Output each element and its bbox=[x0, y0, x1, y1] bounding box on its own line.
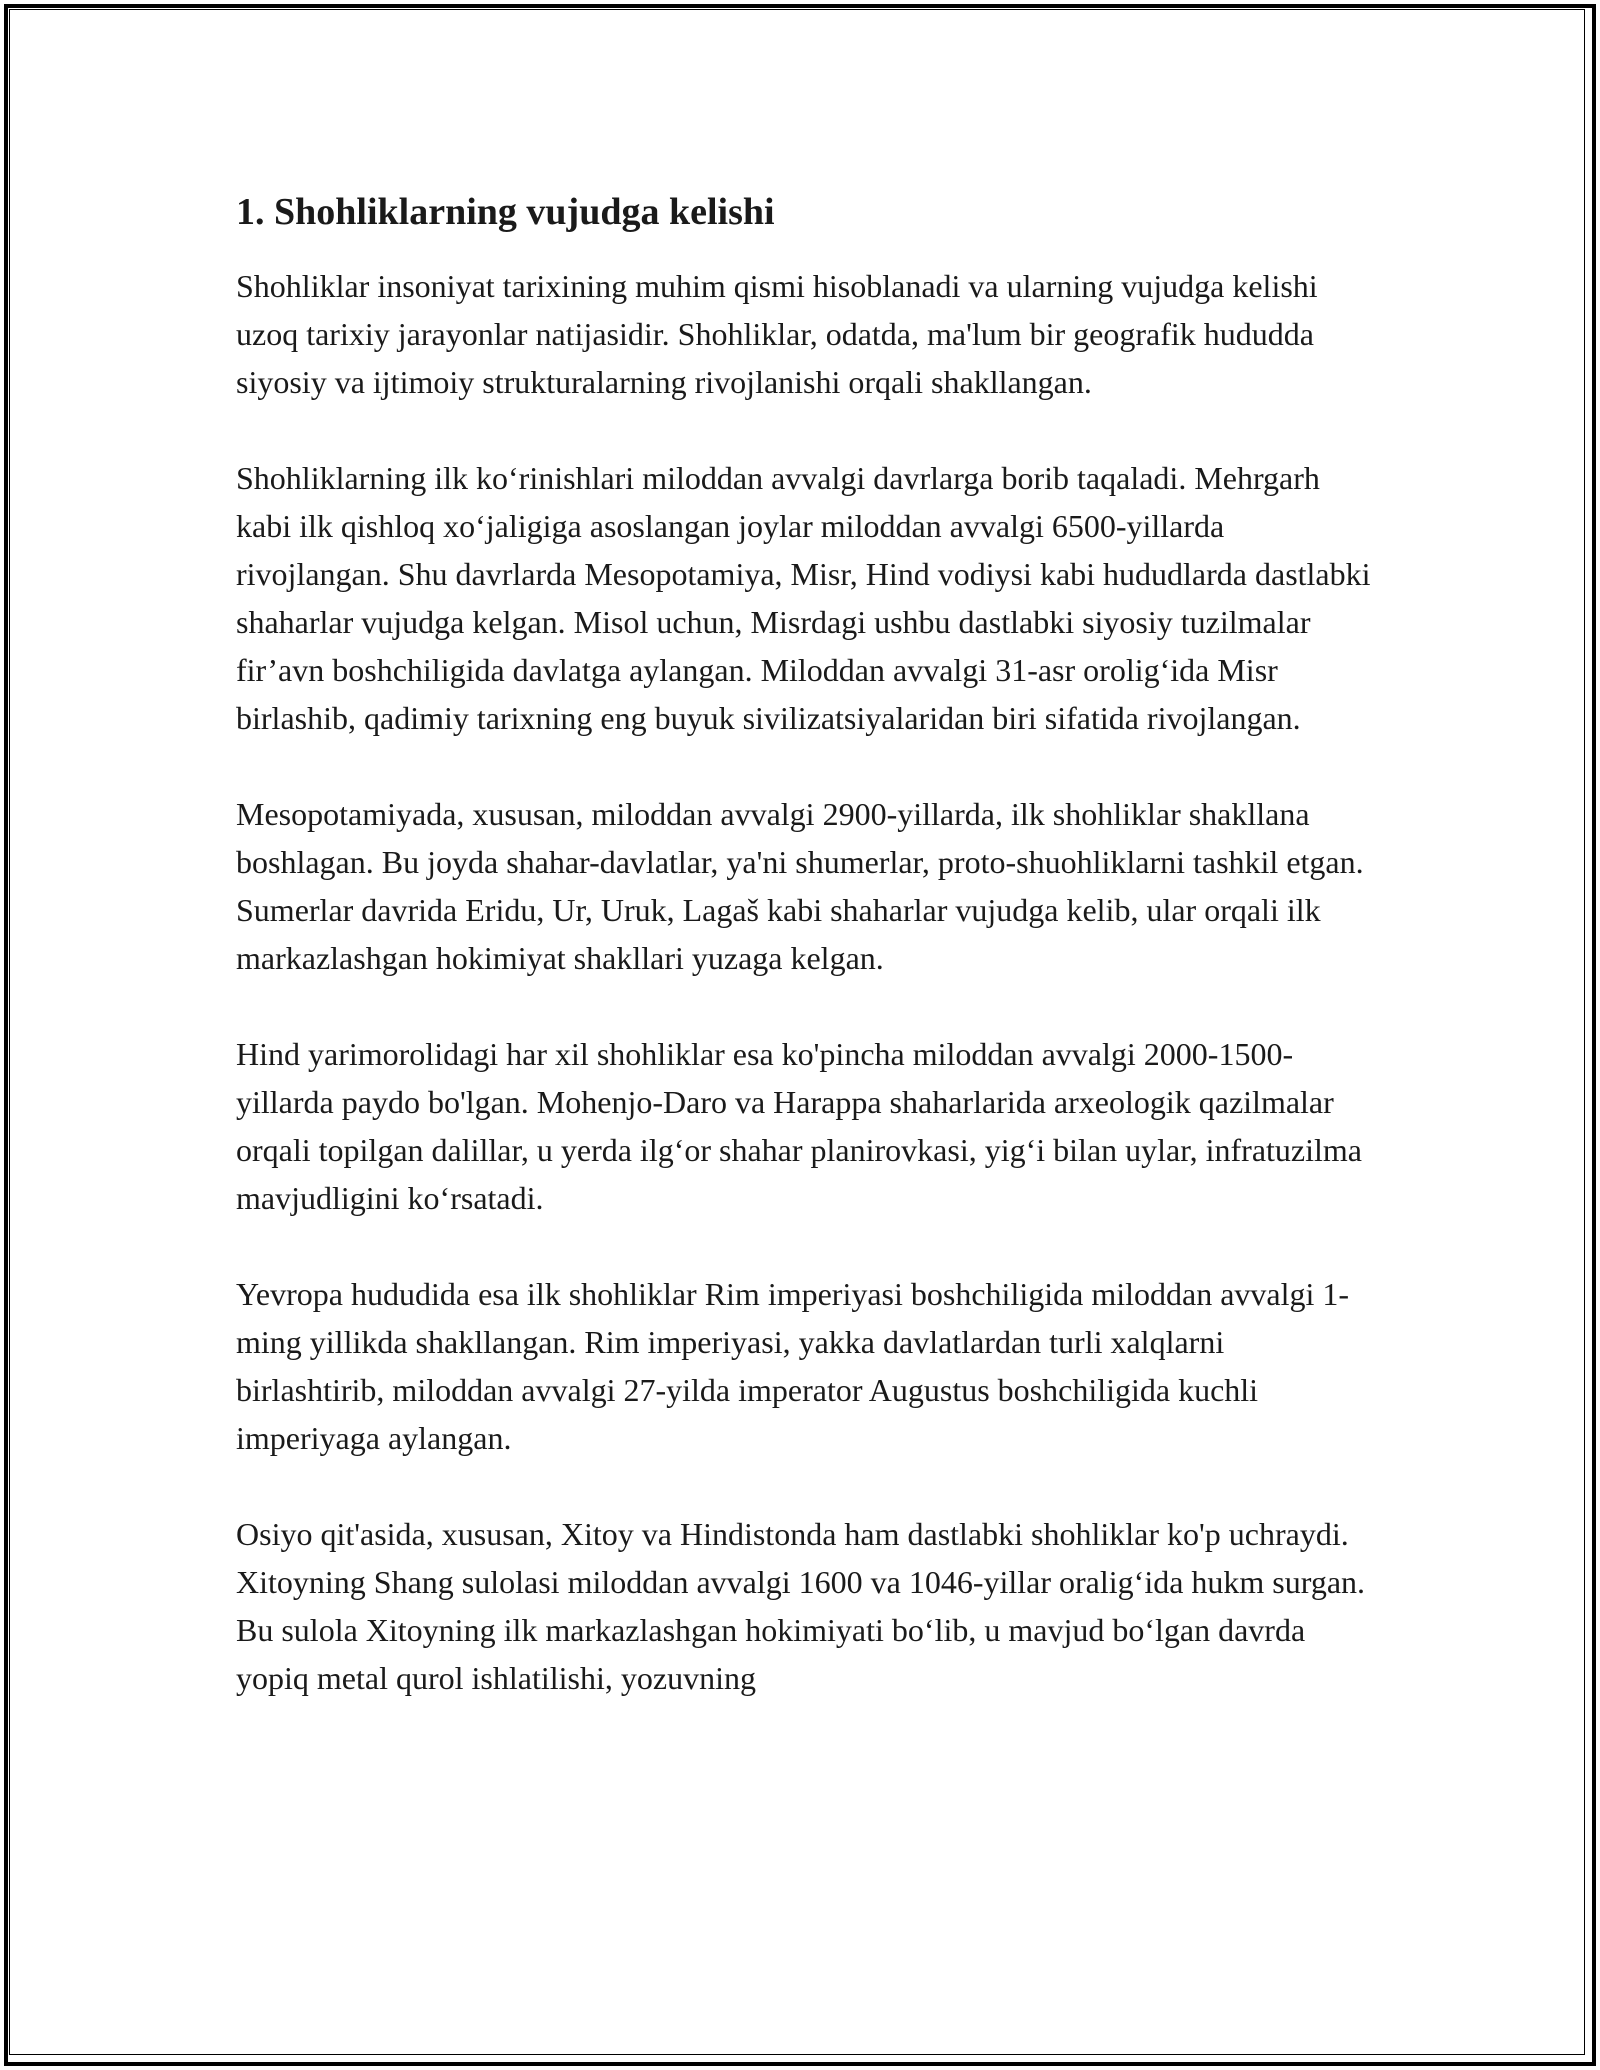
paragraph-early-forms: Shohliklarning ilk ko‘rinishlari miloddan avvalgi davrlarga borib taqaladi. Mehrgarh kabi ilk qishloq xo‘jaligiga asoslangan joylar miloddan avvalgi 6500-yillarda rivojlangan. Shu davrlarda Mesopotamiya, Misr, Hind vodiysi kabi hududlarda dastlabki shaharlar vujudga kelgan. Misol uchun, Misrdagi ushbu dastlabki siyosiy tuzilmalar fir’avn boshchiligida davlatga aylangan. Miloddan avvalgi 31-asr orolig‘ida Misr birlashib, qadimiy tarixning eng buyuk sivilizatsiyalaridan biri sifatida rivojlangan. bbox=[236, 460, 1371, 736]
paragraph-intro: Shohliklar insoniyat tarixining muhim qismi hisoblanadi va ularning vujudga kelishi uzoq tarixiy jarayonlar natijasidir. Shohliklar, odatda, ma'lum bir geografik hududda siyosiy va ijtimoiy strukturalarning rivojlanishi orqali shakllangan. bbox=[236, 268, 1318, 400]
paragraph-mesopotamia: Mesopotamiyada, xususan, miloddan avvalgi 2900-yillarda, ilk shohliklar shakllana boshlagan. Bu joyda shahar-davlatlar, ya'ni shumerlar, proto-shuohliklarni tashkil etgan. Sumerlar davrida Eridu, Ur, Uruk, Lagaš kabi shaharlar vujudga kelib, ular orqali ilk markazlashgan hokimiyat shakllari yuzaga kelgan. bbox=[236, 796, 1364, 976]
paragraph-europe: Yevropa hududida esa ilk shohliklar Rim imperiyasi boshchiligida miloddan avvalgi 1-ming yillikda shakllangan. Rim imperiyasi, yakka davlatlardan turli xalqlarni birlashtirib, miloddan avvalgi 27-yilda imperator Augustus boshchiligida kuchli imperiyaga aylangan. bbox=[236, 1276, 1350, 1456]
paragraph-indian-subcontinent: Hind yarimorolidagi har xil shohliklar esa ko'pincha miloddan avvalgi 2000-1500-yillarda paydo bo'lgan. Mohenjo-Daro va Harappa shaharlarida arxeologik qazilmalar orqali topilgan dalillar, u yerda ilg‘or shahar planirovkasi, yig‘i bilan uylar, infratuzilma mavjudligini ko‘rsatadi. bbox=[236, 1036, 1362, 1216]
section-heading: 1. Shohliklarning vujudga kelishi bbox=[236, 191, 775, 233]
paragraph-asia: Osiyo qit'asida, xususan, Xitoy va Hindistonda ham dastlabki shohliklar ko'p uchraydi. Xitoyning Shang sulolasi miloddan avvalgi 1600 va 1046-yillar oralig‘ida hukm surgan. Bu sulola Xitoyning ilk markazlashgan hokimiyati bo‘lib, u mavjud bo‘lgan davrda yopiq metal qurol ishlatilishi, yozuvning bbox=[236, 1516, 1366, 1696]
document-body bbox=[236, 188, 1376, 1750]
